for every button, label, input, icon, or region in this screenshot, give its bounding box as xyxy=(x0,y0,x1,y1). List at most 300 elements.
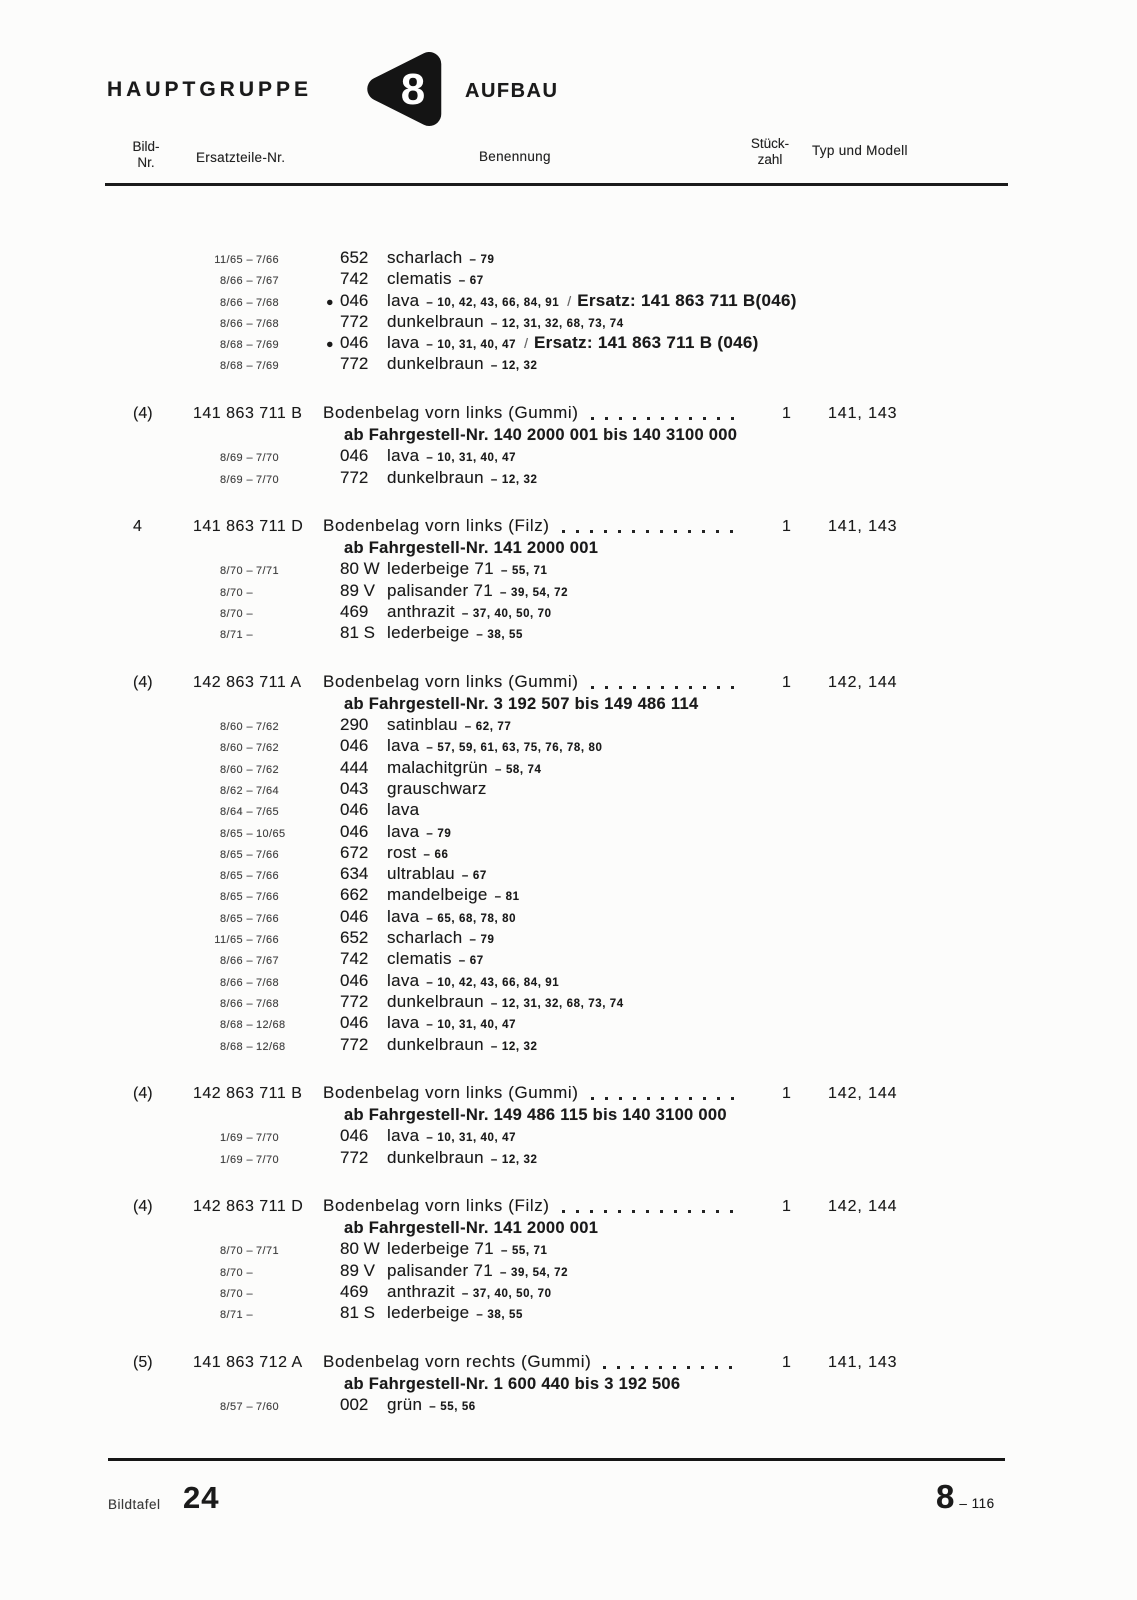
date-separator: – xyxy=(246,763,253,776)
date-from: 8/70 xyxy=(219,586,243,599)
date-from: 8/57 xyxy=(219,1401,243,1414)
color-name: malachitgrün xyxy=(387,757,488,777)
column-header-bild-nr: Bild- Nr. xyxy=(132,139,160,170)
date-from: 8/60 xyxy=(219,763,243,776)
date-separator: – xyxy=(246,721,253,734)
bild-nr: (4) xyxy=(133,673,153,691)
color-name: dunkelbraun xyxy=(387,991,484,1011)
color-code: 002 xyxy=(340,1395,369,1415)
dash-separator: – xyxy=(494,891,502,904)
color-row xyxy=(0,949,1137,970)
date-to: 7/68 xyxy=(256,976,280,989)
part-name: Bodenbelag vorn links (Filz) xyxy=(323,515,550,535)
date-to: 7/71 xyxy=(256,1245,280,1258)
date-separator: – xyxy=(246,1288,253,1300)
part-block xyxy=(0,402,1137,489)
date-from: 8/65 xyxy=(219,827,243,840)
model-numbers: – 10, 42, 43, 66, 84, 91 xyxy=(426,976,560,989)
color-code: 444 xyxy=(340,757,369,777)
date-from: 8/69 xyxy=(219,473,243,486)
date-from: 8/68 xyxy=(219,339,243,352)
color-code: 772 xyxy=(340,991,369,1011)
slash-separator: / xyxy=(567,292,572,309)
dotted-leader xyxy=(591,686,736,689)
color-row xyxy=(0,736,1137,757)
color-code: 80 W xyxy=(340,1239,380,1259)
color-name: dunkelbraun xyxy=(387,354,484,374)
dash-separator: – xyxy=(490,473,498,486)
color-code: 742 xyxy=(340,949,369,969)
plate-number: 24 xyxy=(183,1480,220,1515)
color-name: lederbeige xyxy=(387,1303,470,1323)
color-code: 046 xyxy=(340,970,369,990)
color-code: 81 S xyxy=(340,1303,375,1323)
model-numbers: – 55, 71 xyxy=(500,1245,548,1258)
part-name: Bodenbelag vorn links (Gummi) xyxy=(323,1082,579,1102)
date-separator: – xyxy=(246,1266,253,1279)
chassis-range: ab Fahrgestell-Nr. 3 192 507 bis 149 486 114 xyxy=(344,694,699,713)
date-to: 7/69 xyxy=(256,339,280,352)
date-to: 7/68 xyxy=(256,296,280,309)
color-row xyxy=(0,907,1137,928)
quantity: 1 xyxy=(782,517,791,535)
part-block xyxy=(0,515,1137,645)
date-separator: – xyxy=(246,891,253,904)
color-row xyxy=(0,291,1137,312)
color-row xyxy=(0,843,1137,864)
dash-separator: – xyxy=(490,317,498,330)
model-numbers: – 10, 31, 40, 47 xyxy=(426,452,517,465)
color-code: 046 xyxy=(340,736,369,756)
dash-separator: – xyxy=(461,870,469,883)
color-rows xyxy=(0,1239,1137,1324)
date-to: 7/66 xyxy=(256,912,280,925)
color-name: grauschwarz xyxy=(387,778,487,798)
date-separator: – xyxy=(246,473,253,486)
date-from: 1/69 xyxy=(219,1153,243,1166)
date-separator: – xyxy=(246,1019,253,1032)
date-from: 8/70 xyxy=(219,1245,243,1258)
section-title: AUFBAU xyxy=(465,80,559,102)
part-block-header-row xyxy=(0,1195,1137,1218)
date-separator: – xyxy=(246,565,253,578)
date-from: 8/70 xyxy=(219,565,243,578)
model-numbers: – 39, 54, 72 xyxy=(499,586,569,599)
date-separator: – xyxy=(246,806,253,819)
color-row xyxy=(0,446,1137,467)
date-from: 8/68 xyxy=(219,1019,243,1032)
date-from: 8/66 xyxy=(219,997,243,1010)
header-rule xyxy=(105,183,1008,186)
color-name: lederbeige 71 xyxy=(387,1239,494,1259)
color-row xyxy=(0,864,1137,885)
group-badge-number: 8 xyxy=(400,65,426,114)
color-name: scharlach xyxy=(387,248,463,267)
color-code: 046 xyxy=(340,821,369,841)
color-name: lava xyxy=(387,333,420,353)
date-separator: – xyxy=(246,997,253,1010)
color-code: 772 xyxy=(340,467,369,487)
date-to: 12/68 xyxy=(256,1040,286,1053)
model-numbers: – 12, 31, 32, 68, 73, 74 xyxy=(490,997,624,1010)
date-separator: – xyxy=(246,742,253,755)
date-from: 8/66 xyxy=(219,317,243,330)
dash-separator: – xyxy=(500,1245,508,1258)
dash-separator: – xyxy=(494,763,502,776)
color-row xyxy=(0,779,1137,800)
dash-separator: – xyxy=(423,848,431,861)
color-name: lederbeige 71 xyxy=(387,559,494,579)
color-row xyxy=(0,333,1137,354)
dash-separator: – xyxy=(490,360,498,373)
color-row xyxy=(0,468,1137,489)
color-row xyxy=(0,758,1137,779)
model-numbers: – 37, 40, 50, 70 xyxy=(461,1288,552,1300)
date-to: 7/70 xyxy=(256,452,280,465)
type-model: 142, 144 xyxy=(828,1197,898,1215)
quantity: 1 xyxy=(782,1353,791,1371)
color-rows xyxy=(0,715,1137,1056)
date-from: 8/66 xyxy=(219,955,243,968)
main-group-title: HAUPTGRUPPE xyxy=(107,78,313,101)
color-name: satinblau xyxy=(387,715,458,735)
date-to: 7/66 xyxy=(256,934,280,947)
dash-separator: – xyxy=(461,607,469,620)
model-numbers: – 10, 31, 40, 47 xyxy=(426,339,517,352)
date-to: 7/62 xyxy=(256,721,280,734)
bild-nr: (5) xyxy=(133,1353,153,1371)
date-from: 8/70 xyxy=(219,607,243,620)
date-to: 7/68 xyxy=(256,997,280,1010)
part-name: Bodenbelag vorn links (Gummi) xyxy=(323,671,579,691)
date-separator: – xyxy=(246,339,253,352)
date-separator: – xyxy=(246,254,253,266)
color-row xyxy=(0,248,1137,269)
color-name: anthrazit xyxy=(387,1282,455,1301)
model-numbers: – 12, 32 xyxy=(490,1153,538,1166)
model-numbers: – 62, 77 xyxy=(464,721,512,734)
bild-nr: 4 xyxy=(133,517,142,535)
color-code: 046 xyxy=(340,290,369,310)
color-row xyxy=(0,1126,1137,1147)
date-separator: – xyxy=(246,827,253,840)
date-separator: – xyxy=(246,296,253,309)
date-from: 8/62 xyxy=(219,784,243,797)
color-name: dunkelbraun xyxy=(387,1147,484,1167)
date-separator: – xyxy=(246,586,253,599)
color-row xyxy=(0,354,1137,375)
model-numbers: – 65, 68, 78, 80 xyxy=(426,912,517,925)
column-header-typ-und-modell: Typ und Modell xyxy=(812,143,908,158)
color-name: lava xyxy=(387,1013,420,1033)
color-code: 772 xyxy=(340,1034,369,1054)
color-code: 652 xyxy=(340,928,369,948)
color-name: mandelbeige xyxy=(387,885,488,905)
color-code: 046 xyxy=(340,800,369,820)
date-from: 8/66 xyxy=(219,976,243,989)
date-separator: – xyxy=(246,317,253,330)
date-from: 8/70 xyxy=(219,1288,243,1300)
date-separator: – xyxy=(246,1153,253,1166)
color-code: 772 xyxy=(340,1147,369,1167)
part-block xyxy=(0,248,1137,376)
color-row xyxy=(0,1148,1137,1169)
date-from: 8/64 xyxy=(219,806,243,819)
page-number: – 116 xyxy=(959,1496,995,1511)
group-page-number xyxy=(936,1478,995,1516)
date-from: 8/60 xyxy=(219,721,243,734)
column-header-stueckzahl: Stück- zahl xyxy=(750,136,790,167)
dash-separator: – xyxy=(469,254,477,266)
color-name: lava xyxy=(387,970,420,990)
color-code: 80 W xyxy=(340,559,380,579)
dotted-leader xyxy=(591,417,736,420)
dash-separator: – xyxy=(499,1266,507,1279)
model-numbers: – 66 xyxy=(423,848,449,861)
date-to: 7/65 xyxy=(256,806,280,819)
bild-nr: (4) xyxy=(133,1084,153,1102)
color-rows xyxy=(0,248,1137,376)
color-rows xyxy=(0,1126,1137,1169)
model-numbers: – 58, 74 xyxy=(494,763,542,776)
date-from: 8/65 xyxy=(219,870,243,883)
color-code: 046 xyxy=(340,1126,369,1146)
quantity: 1 xyxy=(782,673,791,691)
dash-separator: – xyxy=(426,1132,434,1145)
part-block-header-row xyxy=(0,1082,1137,1105)
part-name: Bodenbelag vorn rechts (Gummi) xyxy=(323,1351,592,1371)
color-row xyxy=(0,269,1137,290)
color-code: 046 xyxy=(340,1013,369,1033)
part-block xyxy=(0,1082,1137,1169)
date-from: 8/68 xyxy=(219,360,243,373)
model-numbers: – 79 xyxy=(469,254,495,266)
color-row xyxy=(0,715,1137,736)
date-to: 7/66 xyxy=(256,891,280,904)
dash-separator: – xyxy=(476,629,484,642)
date-to: 10/65 xyxy=(256,827,286,840)
color-name: dunkelbraun xyxy=(387,1034,484,1054)
model-numbers: – 10, 31, 40, 47 xyxy=(426,1132,517,1145)
quantity: 1 xyxy=(782,1197,791,1215)
color-rows xyxy=(0,1395,1137,1416)
part-block xyxy=(0,1351,1137,1417)
date-from: 8/66 xyxy=(219,275,243,288)
dotted-leader xyxy=(591,1097,736,1100)
chassis-range: ab Fahrgestell-Nr. 1 600 440 bis 3 192 506 xyxy=(344,1374,681,1393)
replacement-bullet-icon: ● xyxy=(326,294,334,309)
part-number: 141 863 712 A xyxy=(193,1353,303,1371)
dash-separator: – xyxy=(426,452,434,465)
quantity: 1 xyxy=(782,1084,791,1102)
color-code: 046 xyxy=(340,446,369,466)
color-code: 290 xyxy=(340,715,369,735)
color-name: lava xyxy=(387,821,420,841)
page-group: 8 xyxy=(936,1478,955,1515)
footer-rule xyxy=(108,1458,1005,1461)
model-numbers: – 10, 31, 40, 47 xyxy=(426,1019,517,1032)
date-from: 11/65 xyxy=(214,254,243,266)
date-separator: – xyxy=(246,784,253,797)
dotted-leader xyxy=(603,1366,735,1369)
color-row xyxy=(0,885,1137,906)
part-name: Bodenbelag vorn links (Gummi) xyxy=(323,402,579,422)
color-code: 662 xyxy=(340,885,369,905)
part-name: Bodenbelag vorn links (Filz) xyxy=(323,1195,550,1215)
part-block-header-row xyxy=(0,671,1137,694)
dash-separator: – xyxy=(500,565,508,578)
color-name: lava xyxy=(387,1126,420,1146)
replacement-bullet-icon: ● xyxy=(326,337,334,352)
model-numbers: – 79 xyxy=(469,934,495,947)
date-to: 7/70 xyxy=(256,473,280,486)
color-row xyxy=(0,602,1137,623)
date-from: 1/69 xyxy=(219,1132,243,1145)
color-code: 652 xyxy=(340,248,369,267)
date-to: 7/70 xyxy=(256,1153,280,1166)
date-from: 11/65 xyxy=(214,934,243,947)
date-separator: – xyxy=(246,1309,253,1322)
dash-separator: – xyxy=(464,721,472,734)
date-from: 8/65 xyxy=(219,848,243,861)
color-name: anthrazit xyxy=(387,601,455,621)
color-row xyxy=(0,312,1137,333)
date-separator: – xyxy=(246,848,253,861)
date-from: 8/68 xyxy=(219,1040,243,1053)
model-numbers: – 67 xyxy=(458,275,484,288)
color-name: dunkelbraun xyxy=(387,467,484,487)
date-from: 8/71 xyxy=(219,629,243,642)
chassis-range: ab Fahrgestell-Nr. 149 486 115 bis 140 3100 000 xyxy=(344,1105,727,1124)
date-to: 7/69 xyxy=(256,360,280,373)
model-numbers: – 55, 56 xyxy=(429,1401,476,1414)
color-code: 89 V xyxy=(340,580,375,600)
type-model: 142, 144 xyxy=(828,1084,898,1102)
color-row xyxy=(0,1239,1137,1260)
color-name: lava xyxy=(387,446,420,466)
dash-separator: – xyxy=(458,955,466,968)
date-from: 8/65 xyxy=(219,912,243,925)
color-row xyxy=(0,623,1137,644)
bildtafel-label: Bildtafel xyxy=(108,1497,161,1512)
color-name: palisander 71 xyxy=(387,1260,493,1280)
model-numbers: – 67 xyxy=(458,955,484,968)
date-separator: – xyxy=(246,955,253,968)
model-numbers: – 81 xyxy=(494,891,520,904)
date-separator: – xyxy=(246,452,253,465)
dash-separator: – xyxy=(426,1019,434,1032)
dash-separator: – xyxy=(426,912,434,925)
date-to: 7/66 xyxy=(256,254,280,266)
dash-separator: – xyxy=(490,997,498,1010)
color-row xyxy=(0,800,1137,821)
dash-separator: – xyxy=(461,1288,469,1300)
color-name: lederbeige xyxy=(387,623,470,643)
date-to: 7/67 xyxy=(256,955,280,968)
model-numbers: – 39, 54, 72 xyxy=(499,1266,569,1279)
dash-separator: – xyxy=(490,1153,498,1166)
date-to: 7/71 xyxy=(256,565,280,578)
date-to: 7/68 xyxy=(256,317,280,330)
date-to: 7/70 xyxy=(256,1132,280,1145)
color-name: ultrablau xyxy=(387,864,455,884)
model-numbers: – 55, 71 xyxy=(500,565,548,578)
color-name: clematis xyxy=(387,269,452,289)
date-separator: – xyxy=(246,934,253,947)
color-name: lava xyxy=(387,906,420,926)
ersatz-note: / Ersatz: 141 863 711 B (046) xyxy=(524,333,759,353)
date-from: 8/60 xyxy=(219,742,243,755)
part-block xyxy=(0,1195,1137,1325)
date-to: 7/67 xyxy=(256,275,280,288)
quantity: 1 xyxy=(782,404,791,422)
date-separator: – xyxy=(246,912,253,925)
slash-separator: / xyxy=(524,335,529,352)
model-numbers: – 67 xyxy=(461,870,487,883)
date-to: 7/66 xyxy=(256,848,280,861)
model-numbers: – 12, 32 xyxy=(490,473,538,486)
ersatz-note: / Ersatz: 141 863 711 B(046) xyxy=(567,290,797,310)
dash-separator: – xyxy=(426,827,434,840)
color-row xyxy=(0,992,1137,1013)
dotted-leader xyxy=(562,530,735,533)
date-separator: – xyxy=(246,1245,253,1258)
color-row xyxy=(0,1013,1137,1034)
color-code: 469 xyxy=(340,601,369,621)
color-rows xyxy=(0,446,1137,489)
chassis-range: ab Fahrgestell-Nr. 140 2000 001 bis 140 3100 000 xyxy=(344,425,738,444)
date-separator: – xyxy=(246,1040,253,1053)
model-numbers: – 38, 55 xyxy=(476,629,523,642)
date-separator: – xyxy=(246,976,253,989)
dotted-leader xyxy=(562,1210,735,1213)
model-numbers: – 38, 55 xyxy=(476,1309,523,1322)
date-separator: – xyxy=(246,629,253,642)
dash-separator: – xyxy=(426,339,434,352)
color-rows xyxy=(0,559,1137,644)
color-code: 772 xyxy=(340,311,369,331)
date-from: 8/65 xyxy=(219,891,243,904)
color-row xyxy=(0,1395,1137,1416)
dash-separator: – xyxy=(426,296,434,309)
color-code: 469 xyxy=(340,1282,369,1301)
part-number: 141 863 711 D xyxy=(193,517,304,535)
date-separator: – xyxy=(246,1132,253,1145)
date-from: 8/71 xyxy=(219,1309,243,1322)
color-row xyxy=(0,581,1137,602)
model-numbers: – 10, 42, 43, 66, 84, 91 xyxy=(426,296,560,309)
column-header-benennung: Benennung xyxy=(479,149,551,164)
model-numbers: – 37, 40, 50, 70 xyxy=(461,607,552,620)
color-row xyxy=(0,1303,1137,1324)
color-code: 046 xyxy=(340,906,369,926)
date-to: 7/62 xyxy=(256,742,280,755)
date-to: 7/66 xyxy=(256,870,280,883)
date-separator: – xyxy=(246,870,253,883)
color-code: 89 V xyxy=(340,1260,375,1280)
color-name: scharlach xyxy=(387,928,463,948)
color-row xyxy=(0,1035,1137,1056)
part-block-header-row xyxy=(0,515,1137,538)
dash-separator: – xyxy=(469,934,477,947)
type-model: 141, 143 xyxy=(828,404,898,422)
model-numbers: – 12, 32 xyxy=(490,360,538,373)
color-row xyxy=(0,559,1137,580)
date-to: 7/62 xyxy=(256,763,280,776)
model-numbers: – 12, 31, 32, 68, 73, 74 xyxy=(490,317,624,330)
color-code: 672 xyxy=(340,842,369,862)
group-badge xyxy=(363,46,449,132)
